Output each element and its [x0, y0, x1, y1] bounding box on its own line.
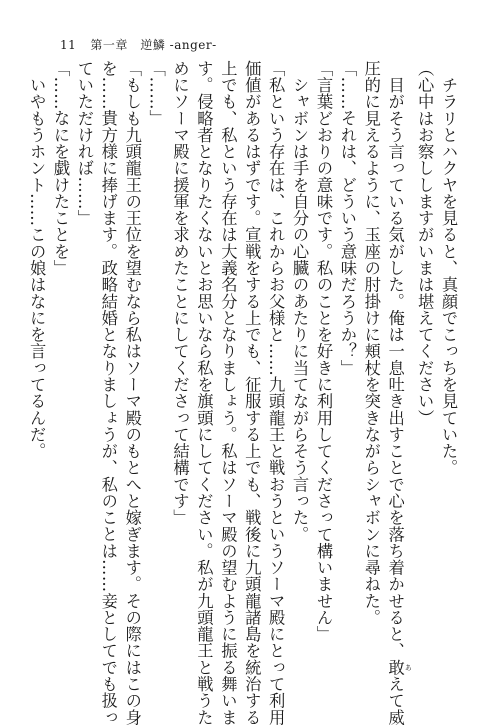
- text-line: 上でも、私という存在は大義名分となりましょう。私はソーマ殿の望むように振る舞いま: [218, 60, 238, 726]
- text-line: 「もしも九頭龍王の王位を望むなら私はソーマ殿のもとへと嫁ぎます。その際にはこの身: [122, 60, 142, 726]
- text-line: シャボンは手を自分の心臓のあたりに当てながらそう言った。: [290, 60, 310, 543]
- line-tail: えて威: [385, 675, 405, 726]
- text-line: 「言葉どおりの意味です。私のことを好きに利用してくださって構いません」: [313, 60, 333, 643]
- text-line: ていただければ……」: [74, 60, 94, 227]
- text-line: めにソーマ殿に援軍を求めたことにしてくださって結構です」: [170, 60, 190, 526]
- text-line: 価値があるはずです。宣戦をする上でも、征服する上でも、戦後に九頭龍諸島を統治する: [242, 60, 262, 726]
- text-line: 「……」: [146, 60, 166, 127]
- text-line: 圧的に見えるように、玉座の肘掛けに頬杖を突きながらシャボンに尋ねた。: [361, 60, 381, 626]
- running-header: [60, 36, 217, 53]
- text-line: 「私という存在は、これからお父様と……九頭龍王と戦おうというソーマ殿にとって利用: [266, 60, 286, 726]
- page-number: 11: [60, 38, 77, 52]
- chapter-title: 第一章 逆鱗 -anger-: [90, 38, 217, 52]
- text-line: を……貴方様に捧げます。政略結婚となりましょうが、私のことは……妾としてでも扱っ: [98, 60, 118, 726]
- ruby-ae-inline: 敢 あ: [385, 659, 413, 676]
- text-line: （心中はお察ししますがいまは堪えてください）: [415, 60, 435, 427]
- text-line: す。侵略者となりたくないとお思いなら私を旗頭にしてください。私が九頭龍王と戦うた: [194, 60, 214, 726]
- text-line: チラリとハクヤを見ると、真顔でこっちを見ていた。: [439, 60, 458, 476]
- text-line: 「……それは、どういう意味だろうか？」: [337, 60, 357, 377]
- text-line: いやもうホント……この娘はなにを言ってるんだ。: [27, 60, 47, 460]
- text-line: 「……なにを戯けたことを」: [51, 60, 70, 277]
- text-line: 目がそう言っている気がした。俺は一息吐き出すことで心を落ち着かせると、敢 あえて威: [385, 60, 413, 726]
- vertical-text-body: [27, 60, 460, 726]
